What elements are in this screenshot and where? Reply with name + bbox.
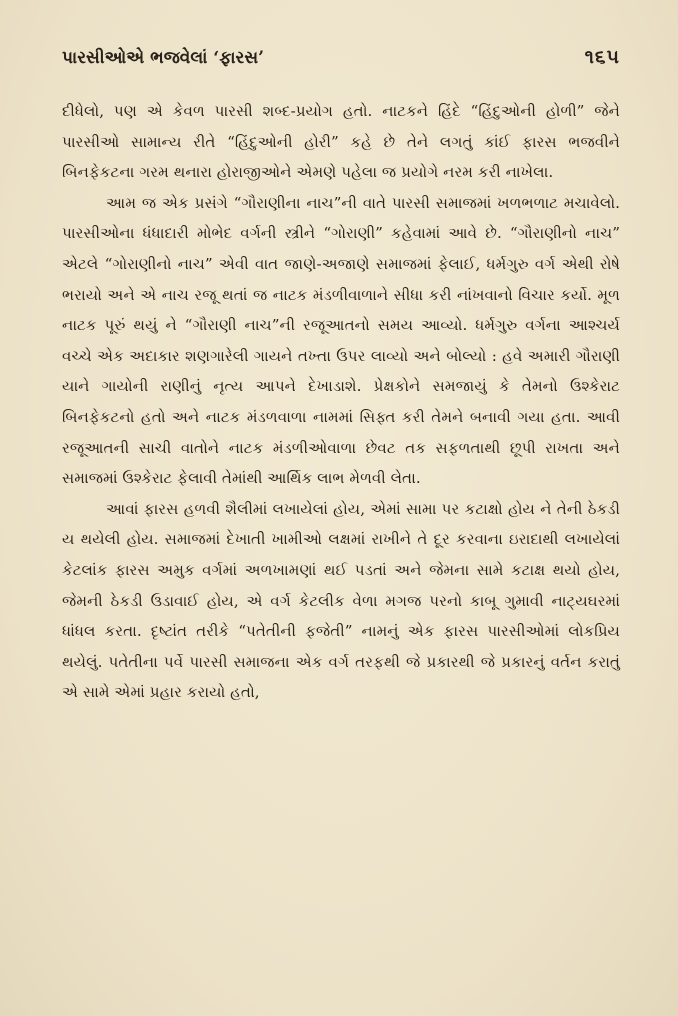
paragraph: આમ જ એક પ્રસંગે “ગૌરાણીના નાચ”ની વાતે પારસી સમાજમાં ખળભળાટ મચાવેલો. પારસીઓના ધંધાદારી મોભેદ વર્ગની સ્ત્રીને “ગોરાણી” કહેવામાં આવે છે. “ગૌરાણીનો નાચ” એટલે “ગોરાણીનો નાચ” એવી વાત જાણે-અજાણે સમાજમાં ફેલાઈ, ધર્મગુરુ વર્ગ એથી રોષે ભરાયો અને એ નાચ રજૂ થતાં જ નાટક મંડળીવાળાને સીધા કરી નાંખવાનો વિચાર કર્યો. મૂળ નાટક પૂરું થયું ને “ગૌરાણી નાચ”ની રજૂઆતનો સમય આવ્યો. ધર્મગુરુ વર્ગના આશ્ચર્ય વચ્ચે એક અદાકાર શણગારેલી ગાયને તખ્તા ઉપર લાવ્યો અને બોલ્યો : હવે અમારી ગૌરાણી યાને ગાયોની રાણીનું નૃત્ય આપને દેખાડાશે. પ્રેક્ષકોને સમજાયું કે તેમનો ઉશ્કેરાટ બિનફેકટનો હતો અને નાટક મંડળવાળા નામમાં સિફ્ત કરી તેમને બનાવી ગયા હતા. આવી રજૂઆતની સાચી વાતોને નાટક મંડળીઓવાળા છેવટ તક સફળતાથી છૂપી રાખતા અને સમાજમાં ઉશ્કેરાટ ફેલાવી તેમાંથી આર્થિક લાભ મેળવી લેતા. — [62, 193, 620, 488]
paragraph: આવાં ફારસ હળવી શૈલીમાં લખાયેલાં હોય, એમાં સામા પર કટાક્ષો હોય ને તેની ઠેકડી ય થયેલી હોય. સમાજમાં દેખાતી ખામીઓ લક્ષમાં રાખીને તે દૂર કરવાના ઇરાદાથી લખાયેલાં કેટલાંક ફારસ અમુક વર્ગમાં અળખામણાં થઈ પડતાં અને જેમના સામે કટાક્ષ થયો હોય, જેમની ઠેકડી ઉડાવાઈ હોય, એ વર્ગ કેટલીક વેળા મગજ પરનો કાબૂ ગુમાવી નાટ્યઘરમાં ધાંધલ કરતા. દૃષ્ટાંત તરીકે “પતેતીની ફજેતી” નામનું એક ફારસ પારસીઓમાં લોકપ્રિય થયેલું. પતેતીના પર્વે પારસી સમાજના એક વર્ગ તરફથી જે પ્રકારથી જે પ્રકારનું વર્તન કરાતું એ સામે એમાં પ્રહાર કરાયો હતો, — [62, 499, 620, 702]
running-header — [62, 46, 620, 86]
body-text — [62, 96, 620, 708]
paragraph: દીધેલો, પણ એ કેવળ પારસી શબ્દ-પ્રયોગ હતો. નાટકને હિંદે “હિંદુઓની હોળી” જેને પારસીઓ સામાન્ય રીતે “હિંદુઓની હોરી” કહે છે તેને લગતું કાંઈ ફારસ ભજવીને બિનફેકટના ગરમ થનારા હોરાજીઓને એમણે પહેલા જ પ્રયોગે નરમ કરી નાખેલા. — [62, 102, 620, 182]
page-number: ૧૬૫ — [584, 46, 620, 68]
chapter-title: પારસીઓએ ભજવેલાં ‘ફારસ’ — [62, 48, 265, 68]
